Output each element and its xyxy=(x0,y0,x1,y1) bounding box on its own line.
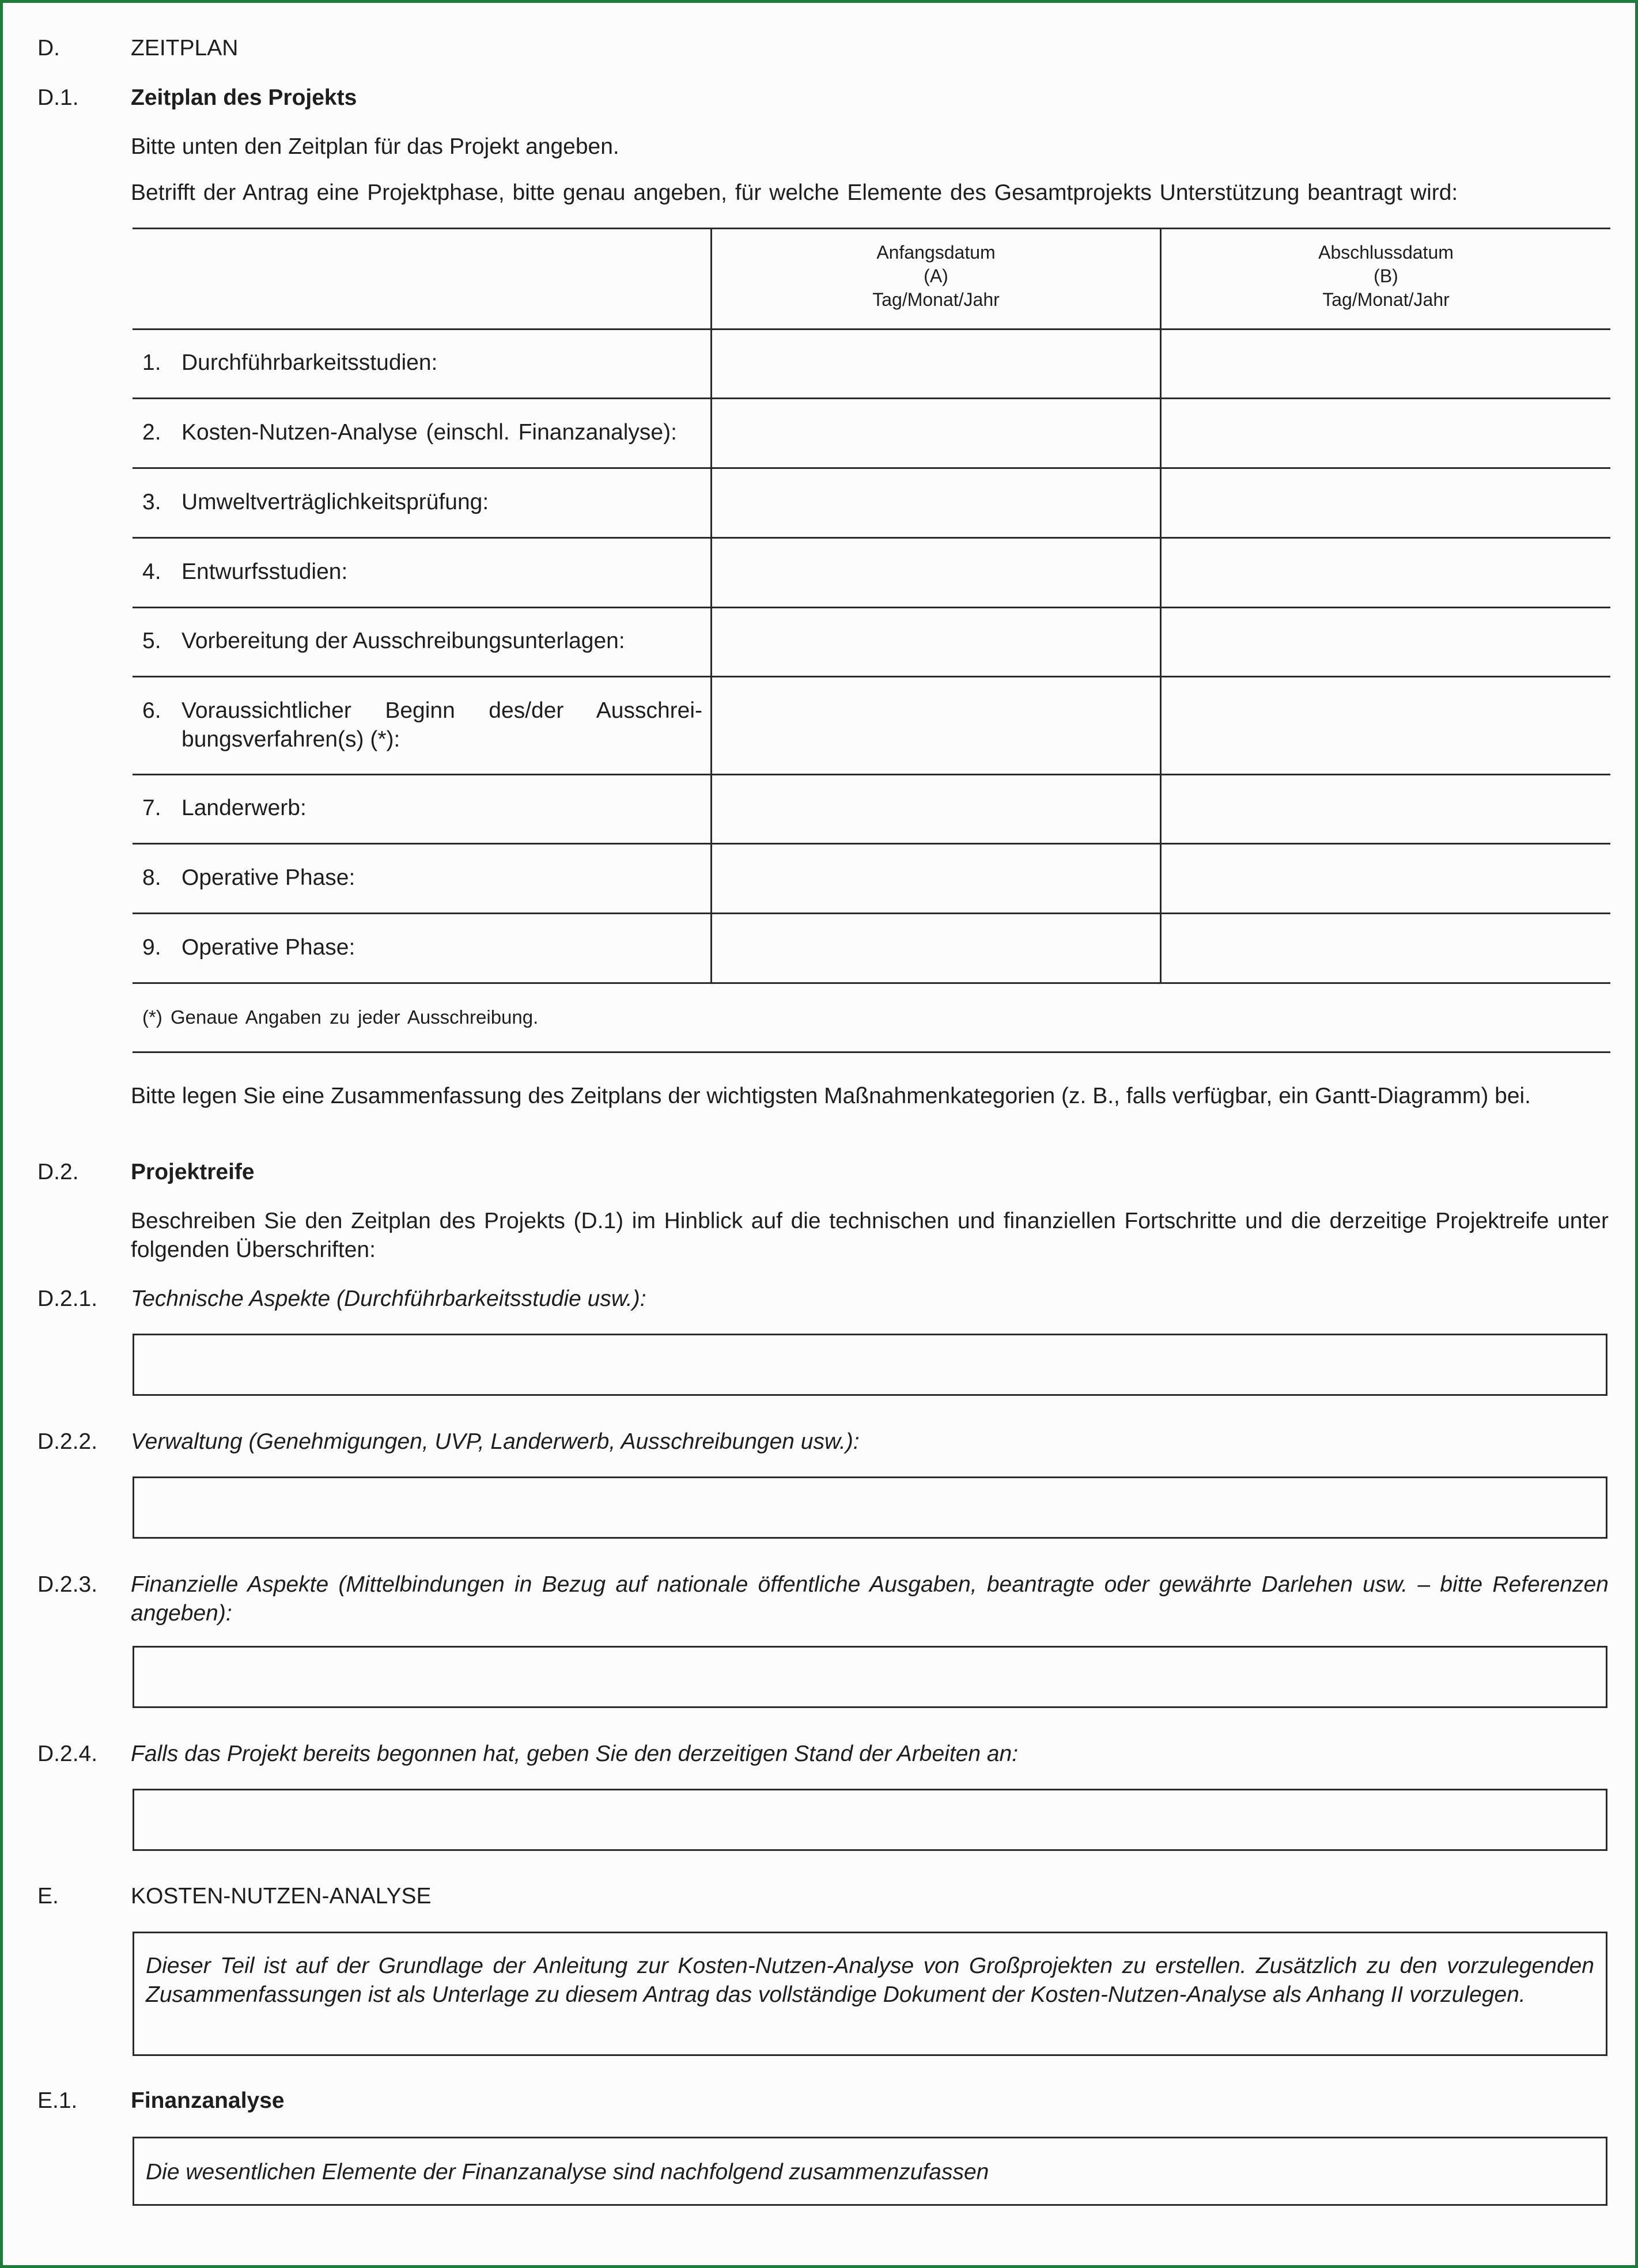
table-row: 7. Landerwerb: xyxy=(142,796,307,820)
cost-benefit-info-box xyxy=(133,1932,1607,2056)
table-row: 1. Durchführbarkeitsstudien: xyxy=(142,350,438,375)
subsection-title: Projektreife xyxy=(131,1160,255,1184)
start-date-cell[interactable] xyxy=(712,399,1160,467)
field-label: Verwaltung (Genehmigungen, UVP, Landerwerb, Ausschreibungen usw.): xyxy=(131,1429,860,1454)
column-header-start-date: Anfangsdatum (A) Tag/Monat/Jahr xyxy=(872,242,1000,310)
start-date-cell[interactable] xyxy=(712,539,1160,607)
instruction-text: Bitte unten den Zeitplan für das Projekt angeben. xyxy=(131,134,619,159)
subsection-code: D.2. xyxy=(37,1160,79,1184)
section-title: KOSTEN-NUTZEN-ANALYSE xyxy=(131,1884,432,1909)
start-date-cell[interactable] xyxy=(712,845,1160,912)
field-label: Technische Aspekte (Durchführbarkeitsstudie usw.): xyxy=(131,1286,646,1311)
table-footnote: (*) Genaue Angaben zu jeder Ausschreibung. xyxy=(142,1006,539,1028)
item-code: D.2.1. xyxy=(37,1286,98,1311)
start-date-cell[interactable] xyxy=(712,330,1160,397)
section-code: E. xyxy=(37,1884,59,1909)
end-date-cell[interactable] xyxy=(1162,399,1610,467)
table-row: 2. Kosten-Nutzen-Analyse (einschl. Finanzanalyse): xyxy=(142,420,677,445)
table-row: 4. Entwurfsstudien: xyxy=(142,559,348,584)
table-row: 3. Umweltverträglichkeitsprüfung: xyxy=(142,490,489,514)
column-header-end-date: Abschlussdatum (B) Tag/Monat/Jahr xyxy=(1318,242,1454,310)
start-date-cell[interactable] xyxy=(712,914,1160,982)
table-row: 9. Operative Phase: xyxy=(142,935,355,960)
start-date-cell[interactable] xyxy=(712,775,1160,843)
end-date-cell[interactable] xyxy=(1162,608,1610,676)
table-row: 5. Vorbereitung der Ausschreibungsunterlagen: xyxy=(142,628,625,653)
info-text: Dieser Teil ist auf der Grundlage der Anleitung zur Kosten-Nutzen-Analyse von Großprojekten zu erstellen. Zusätzlich zu den vorzulegenden Zusammenfassungen ist als Unterlage zu diesem Antrag das vollständige Dokument der Kosten-Nutzen-Analyse als Anhang II vorzulegen. xyxy=(146,1953,1594,2007)
table-row: 6. Voraussichtlicher Beginn des/der Ausschrei- bungsverfahren(s) (*): xyxy=(142,698,702,752)
subsection-code: D.1. xyxy=(37,85,79,110)
financial-analysis-box[interactable] xyxy=(133,2137,1607,2206)
end-date-cell[interactable] xyxy=(1162,677,1610,774)
work-status-field[interactable] xyxy=(133,1789,1607,1851)
end-date-cell[interactable] xyxy=(1162,330,1610,397)
item-code: D.2.4. xyxy=(37,1741,98,1766)
item-code: D.2.3. xyxy=(37,1572,98,1597)
start-date-cell[interactable] xyxy=(712,469,1160,537)
instruction-text: Beschreiben Sie den Zeitplan des Projekts (D.1) im Hinblick auf die technischen und finanziellen Fortschritte und die derzeitige Projektreife unter folgenden Überschriften: xyxy=(131,1209,1609,1262)
end-date-cell[interactable] xyxy=(1162,845,1610,912)
subsection-code: E.1. xyxy=(37,2088,78,2113)
technical-aspects-field[interactable] xyxy=(133,1334,1607,1396)
summary-note: Bitte legen Sie eine Zusammenfassung des Zeitplans der wichtigsten Maßnahmenkategorien (z. B., falls verfügbar, ein Gantt-Diagramm) bei. xyxy=(131,1084,1531,1108)
end-date-cell[interactable] xyxy=(1162,775,1610,843)
end-date-cell[interactable] xyxy=(1162,469,1610,537)
subsection-title: Zeitplan des Projekts xyxy=(131,85,357,110)
start-date-cell[interactable] xyxy=(712,677,1160,774)
item-code: D.2.2. xyxy=(37,1429,98,1454)
field-label: Falls das Projekt bereits begonnen hat, geben Sie den derzeitigen Stand der Arbeiten an: xyxy=(131,1741,1019,1766)
financial-aspects-field[interactable] xyxy=(133,1646,1607,1708)
table-row: 8. Operative Phase: xyxy=(142,865,355,890)
info-text: Die wesentlichen Elemente der Finanzanalyse sind nachfolgend zusammenzufassen xyxy=(146,2160,989,2184)
end-date-cell[interactable] xyxy=(1162,539,1610,607)
administration-field[interactable] xyxy=(133,1476,1607,1539)
start-date-cell[interactable] xyxy=(712,608,1160,676)
subsection-title: Finanzanalyse xyxy=(131,2088,285,2113)
end-date-cell[interactable] xyxy=(1162,914,1610,982)
section-title: ZEITPLAN xyxy=(131,36,239,60)
field-label: Finanzielle Aspekte (Mittelbindungen in Bezug auf nationale öffentliche Ausgaben, beantragte oder gewährte Darlehen usw. – bitte Referenzen angeben): xyxy=(131,1572,1609,1626)
instruction-text: Betrifft der Antrag eine Projektphase, bitte genau angeben, für welche Elemente des Gesamtprojekts Unterstützung beantragt wird: xyxy=(131,180,1458,205)
section-code: D. xyxy=(37,36,60,60)
